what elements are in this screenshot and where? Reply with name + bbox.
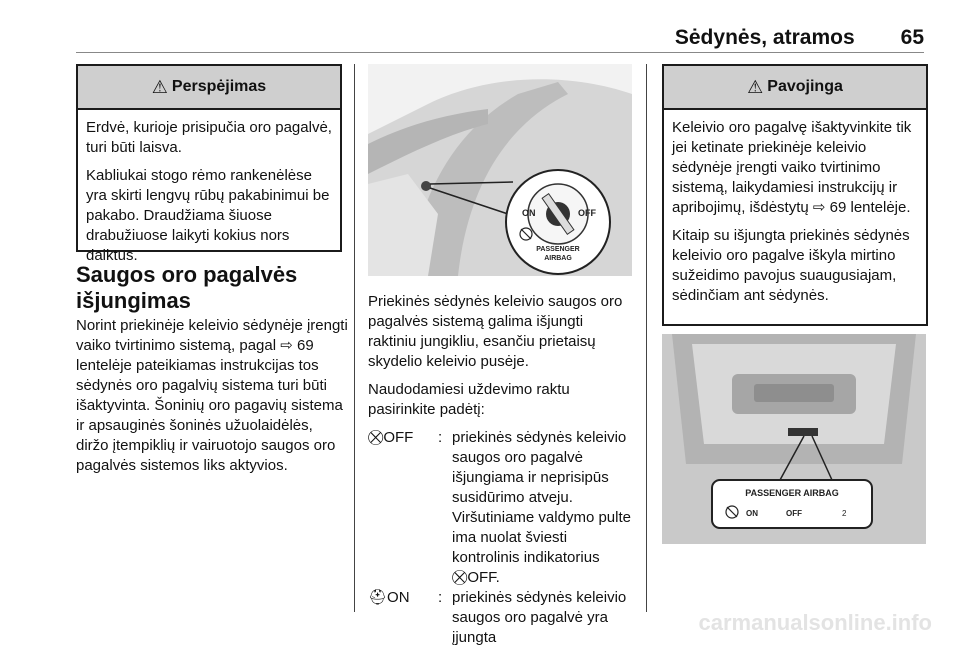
position-on-desc: priekinės sėdynės keleivio saugos oro pagalvė yra įjungta xyxy=(452,589,627,646)
airbag-switch-photo xyxy=(368,64,632,276)
section-body xyxy=(76,316,348,484)
danger-box xyxy=(662,64,928,326)
warning-header xyxy=(78,66,340,110)
page-header xyxy=(0,26,924,50)
switch-passenger-label: PASSENGER xyxy=(536,246,580,253)
column-divider-right xyxy=(646,64,647,612)
danger-header xyxy=(664,66,926,110)
switch-airbag-label: AIRBAG xyxy=(544,255,572,262)
position-on-colon: : xyxy=(438,589,443,606)
airbag-switch-illustration xyxy=(368,64,632,276)
position-row-off xyxy=(368,428,634,588)
warning-body xyxy=(78,110,340,280)
overhead-console-illustration xyxy=(662,334,926,544)
console-passenger-airbag-label: PASSENGER AIRBAG xyxy=(745,488,839,498)
page-number: 65 xyxy=(900,26,924,49)
warning-triangle-icon: ⚠ xyxy=(151,77,168,97)
danger-body xyxy=(664,110,926,320)
danger-paragraph-1: Keleivio oro pagalvę išaktyvinkite tik jei ketinate priekinėje keleivio sėdynėje įrengti vaiko tvirtinimo sistemą, laikydamiesi instrukcijų ir apribojimų, išdėstytų ⇨ 69 lentelėje. xyxy=(672,119,912,216)
warning-title: Perspėjimas xyxy=(171,78,267,95)
warning-paragraph-1: Erdvė, kurioje prisipučia oro pagalvė, turi būti laisva. xyxy=(86,119,332,156)
airbag-on-icon: ⛑ xyxy=(368,589,388,606)
position-table xyxy=(368,428,634,648)
position-row-on xyxy=(368,588,634,648)
danger-triangle-icon: ⚠ xyxy=(747,77,764,97)
header-rule xyxy=(76,52,924,53)
console-on-label: ON xyxy=(746,509,758,518)
switch-on-label: ON xyxy=(522,208,536,218)
warning-paragraph-2: Kabliukai stogo rėmo rankenėlėse yra skirti lengvų rūbų pakabinimui be pakabo. Draudžiama šiuose drabužiuose laikyti kokius nors daiktus. xyxy=(86,167,330,264)
overhead-console-photo xyxy=(662,334,926,544)
watermark: carmanualsonline.info xyxy=(698,610,932,635)
position-off-desc: priekinės sėdynės keleivio saugos oro pagalvė išjungiama ir neprisipūs susidūrimo atveju. Viršutiniame valdymo pulte ima nuolat šviesti kontrolinis indikatorius ⛒OFF. xyxy=(452,429,631,586)
position-off-colon: : xyxy=(438,429,443,446)
switch-off-label: OFF xyxy=(578,208,596,218)
console-two-label: 2 xyxy=(842,509,847,518)
section-paragraph: Norint priekinėje keleivio sėdynėje įrengti vaiko tvirtinimo sistemą, pagal ⇨ 69 lentelėje pateikiamas instrukcijas tos sėdynės oro pagalvių sistema turi būti išaktyvinta. Šoninių oro pagavių sistema ir apsauginės šoninės užuolaidėlės, diržo įtempiklių ir vairuotojo saugos oro pagalvės sistemos liks aktyvios. xyxy=(76,317,348,474)
airbag-off-indicator-icon: ⛒ xyxy=(452,569,468,586)
photo-caption: Priekinės sėdynės keleivio saugos oro pagalvės sistemą galima išjungti raktiniu jungikliu, esančiu prietaisų skydelio keleivio pusėje. xyxy=(368,293,623,370)
position-on-key: ⛑ON xyxy=(368,589,410,606)
danger-title: Pavojinga xyxy=(767,78,843,95)
column-divider-left xyxy=(354,64,355,612)
warning-box xyxy=(76,64,342,264)
section-title: Saugos oro pagalvės išjungimas xyxy=(76,262,298,313)
console-off-label: OFF xyxy=(786,509,802,518)
middle-column-text xyxy=(368,292,634,648)
airbag-off-icon: ⛒ xyxy=(368,429,384,446)
page-title: Sėdynės, atramos xyxy=(674,26,855,49)
position-off-key: ⛒OFF xyxy=(368,429,414,446)
danger-paragraph-2: Kitaip su išjungta priekinės sėdynės keleivio oro pagalve iškyla mirtino sužeidimo pavojus suaugusiajam, sėdinčiam ant sėdynės. xyxy=(672,227,910,304)
positions-intro: Naudodamiesi uždevimo raktu pasirinkite padėtį: xyxy=(368,381,570,418)
